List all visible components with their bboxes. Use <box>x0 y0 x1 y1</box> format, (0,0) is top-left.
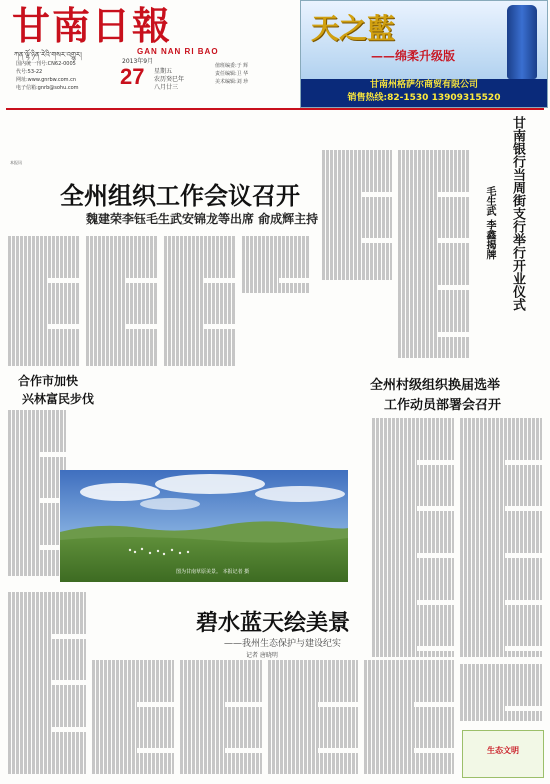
ad-brand: 天之藍 <box>311 12 396 45</box>
feature-column-6 <box>460 664 542 724</box>
text-line <box>372 651 454 656</box>
lead-column-2 <box>86 236 158 371</box>
lead-column-6 <box>398 150 470 360</box>
lead-column-1 <box>8 236 80 371</box>
text-line <box>86 361 158 366</box>
masthead-divider <box>6 108 544 110</box>
text-line <box>92 769 174 774</box>
lead-label: 本报讯 <box>10 160 22 165</box>
feature-column-4 <box>268 660 358 778</box>
text-line <box>164 361 236 366</box>
grassland-photo <box>60 470 348 582</box>
liquor-advertisement <box>300 0 548 108</box>
text-line <box>8 768 86 773</box>
text-line <box>322 275 392 280</box>
ad-contact-bar <box>301 79 547 107</box>
feature-column-1 <box>8 592 86 778</box>
lead-column-3 <box>164 236 236 371</box>
bank-opening-headline: 甘南银行当周街支行举行开业仪式 <box>510 116 525 311</box>
text-line <box>398 352 470 357</box>
website: 网址:www.gnrbw.com.cn <box>16 77 77 83</box>
registration-number: 国内统一刊号:CN62-0005 <box>16 61 76 67</box>
election-headline-1: 全州村级组织换届选举 <box>370 378 501 393</box>
feature-column-2 <box>92 660 174 778</box>
text-line <box>8 361 80 366</box>
editor-line: 美术编辑:刘 珍 <box>215 79 249 85</box>
lead-intro-label <box>10 160 50 172</box>
election-column-2 <box>460 418 542 658</box>
lead-column-4 <box>242 236 310 296</box>
feature-headline: 碧水蓝天绘美景 <box>196 610 351 636</box>
ad-hotline: 销售热线:82-1530 13909315520 <box>347 93 501 103</box>
feature-byline: 记者 唐晓明 <box>246 652 278 659</box>
newspaper-title: 甘南日報 <box>12 3 173 48</box>
election-headline-2: 工作动员部署会召开 <box>384 398 502 413</box>
lead-headline: 全州组织工作会议召开 <box>60 181 300 210</box>
text-line <box>460 651 542 656</box>
lead-subhead: 魏建荣李钰毛生武安锦龙等出席 俞成辉主持 <box>86 212 319 226</box>
forestry-column <box>8 410 66 580</box>
feature-column-5 <box>364 660 454 778</box>
year-month: 2013年9月 <box>122 58 154 65</box>
email: 电子信箱:gnrb@sohu.com <box>16 85 79 91</box>
text-line <box>180 769 262 774</box>
editor-list <box>215 62 248 86</box>
ad-slogan: ——绵柔升级版 <box>371 49 456 63</box>
election-column-1 <box>372 418 454 658</box>
postal-code: 代号:53-22 <box>16 69 43 75</box>
bottle-image <box>507 5 537 79</box>
text-line <box>268 769 358 774</box>
forestry-headline-2: 兴林富民步伐 <box>22 392 95 406</box>
ecology-badge <box>462 730 544 778</box>
grassland-landscape-image <box>60 470 348 582</box>
editor-line: 值班编委:于 辉 <box>215 63 249 69</box>
pinyin-title: GAN NAN RI BAO <box>137 47 219 56</box>
text-line <box>242 288 310 293</box>
feature-column-3 <box>180 660 262 778</box>
ad-company: 甘南州格萨尔商贸有限公司 <box>369 80 478 90</box>
day-number: 27 <box>120 64 145 89</box>
text-line <box>460 716 542 721</box>
text-line <box>8 571 66 576</box>
bank-opening-subhead: 毛生武 李鑫揭牌 <box>484 186 495 260</box>
feature-subhead: ——我州生态保护与建设纪实 <box>224 639 342 649</box>
lunar-year: 农历癸巳年 <box>154 76 185 83</box>
forestry-headline-1: 合作市加快 <box>18 374 79 388</box>
ecology-badge-label: 生态文明 <box>487 745 519 755</box>
weekday: 星期五 <box>154 68 173 75</box>
lead-column-5 <box>322 150 392 280</box>
tibetan-title: ཀན་ལྷོ་ཉིན་རེའི་གསར་འགྱུར། <box>14 51 82 59</box>
lunar-date: 八月廿三 <box>154 84 179 91</box>
text-line <box>364 769 454 774</box>
editor-line: 责任编辑:卫 华 <box>215 71 249 77</box>
photo-caption: 图为甘南草原美景。 本报记者 摄 <box>176 569 250 575</box>
